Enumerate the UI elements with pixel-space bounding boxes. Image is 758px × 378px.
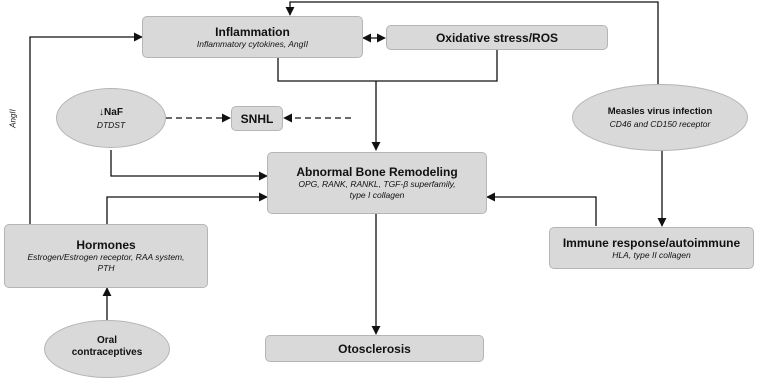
node-naf-title: ↓NaF	[99, 106, 123, 118]
line-inflammation-down	[278, 57, 376, 81]
node-inflammation	[142, 16, 363, 58]
node-measles-subtitle: CD46 and CD150 receptor	[609, 119, 711, 129]
arrow-naf-to-bone	[111, 150, 267, 176]
node-hormones-subtitle-line1: Estrogen/Estrogen receptor, RAA system,	[27, 252, 185, 262]
node-snhl	[231, 106, 283, 131]
node-hormones	[4, 224, 208, 288]
node-otosclerosis	[265, 335, 484, 362]
arrow-hormones-to-bone	[107, 197, 267, 224]
node-inflammation-subtitle: Inflammatory cytokines, AngII	[196, 38, 309, 49]
node-oral-contraceptives	[44, 320, 170, 378]
node-bone-subtitle-line1: OPG, RANK, RANKL, TGF-β superfamily,	[298, 179, 456, 189]
node-naf	[56, 88, 166, 148]
node-hormones-title: Hormones	[76, 238, 136, 252]
node-oral-title-line2: contraceptives	[71, 347, 143, 358]
node-abnormal-bone-remodeling	[267, 152, 487, 214]
node-naf-subtitle: DTDST	[96, 119, 126, 130]
node-inflammation-title: Inflammation	[215, 24, 290, 39]
node-oxidative-stress	[386, 25, 608, 50]
edge-label-angii: AngII	[8, 109, 18, 128]
node-measles-title: Measles virus infection	[607, 106, 713, 117]
node-immune-response	[549, 227, 754, 269]
line-oxidative-down	[376, 50, 497, 81]
node-measles	[572, 84, 748, 151]
node-bone-subtitle-line2: type I collagen	[349, 190, 405, 200]
node-immune-title: Immune response/autoimmune	[562, 235, 741, 250]
node-otosclerosis-title: Otosclerosis	[338, 341, 411, 356]
node-immune-subtitle: HLA, type II collagen	[612, 249, 691, 260]
node-oral-title-line1: Oral	[96, 335, 117, 346]
node-snhl-title: SNHL	[240, 111, 274, 126]
arrow-immune-to-bone	[487, 197, 596, 226]
node-bone-title: Abnormal Bone Remodeling	[296, 165, 458, 179]
node-hormones-subtitle-line2: PTH	[97, 263, 115, 273]
node-oxidative-stress-title: Oxidative stress/ROS	[435, 30, 559, 45]
